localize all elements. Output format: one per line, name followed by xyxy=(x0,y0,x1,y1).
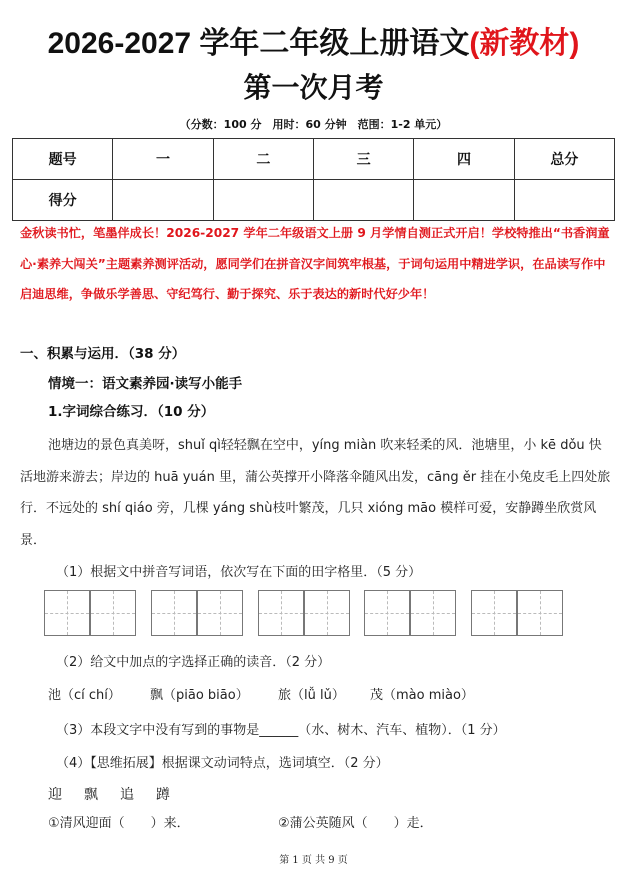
score-input-cell[interactable] xyxy=(313,180,413,221)
score-header-cell: 题号 xyxy=(13,139,113,180)
score-input-cell[interactable] xyxy=(514,180,614,221)
tianzige-cell[interactable] xyxy=(304,590,350,636)
score-header-cell: 一 xyxy=(113,139,213,180)
score-header-cell: 三 xyxy=(313,139,413,180)
tianzige-grid xyxy=(44,590,620,638)
tianzige-cell[interactable] xyxy=(258,590,304,636)
intro-paragraph: 金秋读书忙，笔墨伴成长！2026-2027 学年二年级语文上册 9 月学情自测正式开启！学校特推出“书香润童心·素养大闯关”主题素养测评活动，愿同学们在拼音汉字间筑牢根基，于词句运用中精进学识，在品读写作中启迪思维，争做乐学善思、守纪笃行、勤于探究、乐于表达的新时代好少年！ xyxy=(20,226,610,301)
tianzige-cell[interactable] xyxy=(410,590,456,636)
score-header-cell: 二 xyxy=(213,139,313,180)
page-footer: 第 1 页 共 9 页 xyxy=(279,855,348,866)
score-header-cell: 总分 xyxy=(514,139,614,180)
word-option: 蹲 xyxy=(156,787,170,803)
passage-text: 池塘边的景色真美呀，shuǐ qì轻轻飘在空中，yíng miàn 吹来轻柔的风．池塘里，小 kē dǒu 快活地游来游去；岸边的 huā yuán 里，蒲公英撑开小降落伞随风出发，cāng ěr 挂在小兔皮毛上四处旅行．不远处的 shí qiáo 旁，几棵 yáng shù枝叶繁茂，几只 xióng māo 模样可爱，安静蹲坐欣赏风景． xyxy=(20,438,611,548)
tianzige-cell[interactable] xyxy=(90,590,136,636)
tianzige-cell[interactable] xyxy=(471,590,517,636)
score-row-label: 得分 xyxy=(13,180,113,221)
title-main: 2026-2027 学年二年级上册语文 xyxy=(47,27,470,60)
title-tag: (新教材) xyxy=(469,27,580,60)
score-input-cell[interactable] xyxy=(113,180,213,221)
score-input-cell[interactable] xyxy=(414,180,514,221)
question-1-3: （3）本段文字中没有写到的事物是______（水、树木、汽车、植物）．（1 分） xyxy=(56,723,506,738)
reading-option[interactable]: 飘（piāo biāo） xyxy=(150,688,249,703)
reading-passage xyxy=(20,430,612,556)
word-option: 飘 xyxy=(84,787,98,803)
question-1-title: 1.字词综合练习．（10 分） xyxy=(48,404,215,420)
exam-title xyxy=(0,18,627,62)
score-table xyxy=(12,138,615,221)
reading-option[interactable]: 池（cí chí） xyxy=(48,688,121,703)
score-input-cell[interactable] xyxy=(213,180,313,221)
tianzige-cell[interactable] xyxy=(151,590,197,636)
tianzige-cell[interactable] xyxy=(44,590,90,636)
score-table-score-row xyxy=(13,180,615,221)
word-bank xyxy=(48,784,170,804)
context-title: 情境一：语文素养园·读写小能手 xyxy=(48,376,243,392)
word-option: 迎 xyxy=(48,787,62,803)
score-header-cell: 四 xyxy=(414,139,514,180)
tianzige-cell[interactable] xyxy=(364,590,410,636)
exam-subtitle: 第一次月考 xyxy=(243,71,384,104)
reading-option[interactable]: 旅（lǚ lǔ） xyxy=(278,688,345,703)
fill-blank-2[interactable]: ②蒲公英随风（ ）走． xyxy=(278,816,433,831)
reading-option[interactable]: 茂（mào miào） xyxy=(370,688,474,703)
score-table-header-row xyxy=(13,139,615,180)
tianzige-cell[interactable] xyxy=(517,590,563,636)
question-1-2: （2）给文中加点的字选择正确的读音．（2 分） xyxy=(56,655,331,670)
exam-meta: （分数：100 分 用时：60 分钟 范围：1-2 单元） xyxy=(179,118,448,131)
question-1-1: （1）根据文中拼音写词语，依次写在下面的田字格里．（5 分） xyxy=(56,565,422,580)
tianzige-cell[interactable] xyxy=(197,590,243,636)
fill-blank-1[interactable]: ①清风迎面（ ）来． xyxy=(48,816,190,831)
section-1-title: 一、积累与运用．（38 分） xyxy=(20,346,186,362)
question-1-4: （4）【思维拓展】根据课文动词特点，选词填空．（2 分） xyxy=(56,756,389,771)
word-option: 追 xyxy=(120,787,134,803)
